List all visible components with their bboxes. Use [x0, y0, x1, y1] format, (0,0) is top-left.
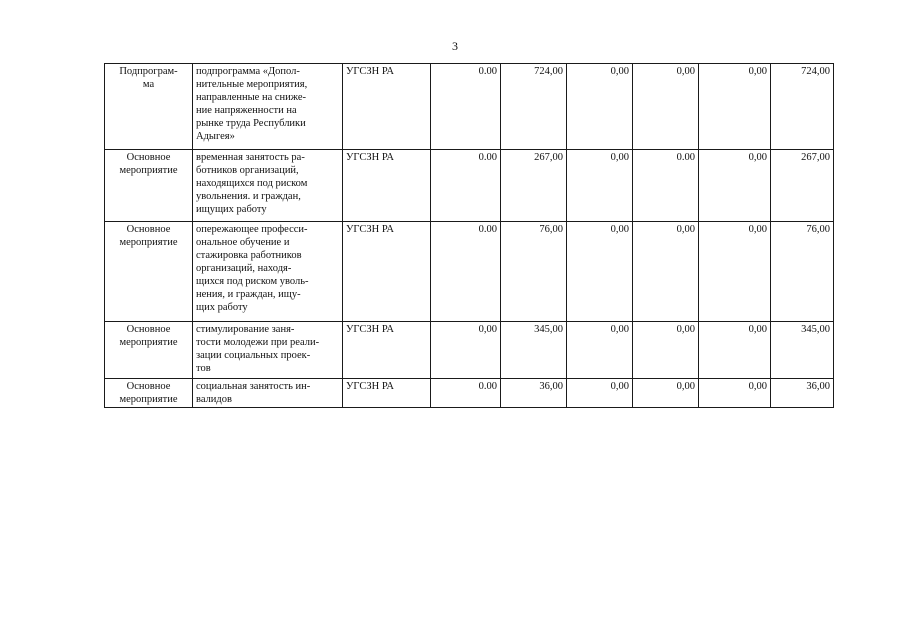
value-cell: 0,00 [633, 379, 699, 408]
row-executor: УГСЗН РА [343, 64, 431, 150]
value-cell: 0.00 [633, 150, 699, 222]
value-cell: 0,00 [567, 150, 633, 222]
row-type: Основное мероприятие [105, 150, 193, 222]
budget-table [104, 63, 834, 408]
value-cell: 0,00 [633, 64, 699, 150]
table-row [105, 64, 834, 150]
row-type: Основное мероприятие [105, 322, 193, 379]
value-cell: 0.00 [431, 64, 501, 150]
value-cell: 0.00 [431, 379, 501, 408]
value-cell: 0.00 [431, 222, 501, 322]
row-type: Основное мероприятие [105, 379, 193, 408]
row-type: Основное мероприятие [105, 222, 193, 322]
value-cell: 36,00 [501, 379, 567, 408]
value-cell: 345,00 [501, 322, 567, 379]
value-cell: 76,00 [501, 222, 567, 322]
row-description: временная занятость ра- ботников организаций, находящихся под риском увольнения. и граждан, ищущих работу [193, 150, 343, 222]
value-cell: 724,00 [501, 64, 567, 150]
value-cell: 0,00 [633, 222, 699, 322]
row-executor: УГСЗН РА [343, 150, 431, 222]
value-cell: 267,00 [771, 150, 834, 222]
value-cell: 267,00 [501, 150, 567, 222]
value-cell: 0.00 [431, 150, 501, 222]
value-cell: 0,00 [567, 222, 633, 322]
table-row [105, 322, 834, 379]
value-cell: 0,00 [567, 322, 633, 379]
value-cell: 0,00 [567, 64, 633, 150]
value-cell: 0,00 [431, 322, 501, 379]
row-type: Подпрограм- ма [105, 64, 193, 150]
row-executor: УГСЗН РА [343, 322, 431, 379]
value-cell: 0,00 [567, 379, 633, 408]
value-cell: 0,00 [699, 322, 771, 379]
table-row [105, 379, 834, 408]
row-executor: УГСЗН РА [343, 379, 431, 408]
value-cell: 0,00 [633, 322, 699, 379]
row-description: опережающее професси- ональное обучение и стажировка работников организаций, находя- щихся под риском уволь- нения, и граждан, ищу- щих работу [193, 222, 343, 322]
value-cell: 0,00 [699, 379, 771, 408]
row-description: стимулирование заня- тости молодежи при реали- зации социальных проек- тов [193, 322, 343, 379]
value-cell: 0,00 [699, 64, 771, 150]
value-cell: 345,00 [771, 322, 834, 379]
table-row [105, 150, 834, 222]
row-executor: УГСЗН РА [343, 222, 431, 322]
page-number: 3 [452, 39, 458, 53]
table-row [105, 222, 834, 322]
row-description: подпрограмма «Допол- нительные мероприятия, направленные на сниже- ние напряженности на рынке труда Республики Адыгея» [193, 64, 343, 150]
value-cell: 36,00 [771, 379, 834, 408]
row-description: социальная занятость ин- валидов [193, 379, 343, 408]
value-cell: 724,00 [771, 64, 834, 150]
value-cell: 76,00 [771, 222, 834, 322]
value-cell: 0,00 [699, 150, 771, 222]
value-cell: 0,00 [699, 222, 771, 322]
